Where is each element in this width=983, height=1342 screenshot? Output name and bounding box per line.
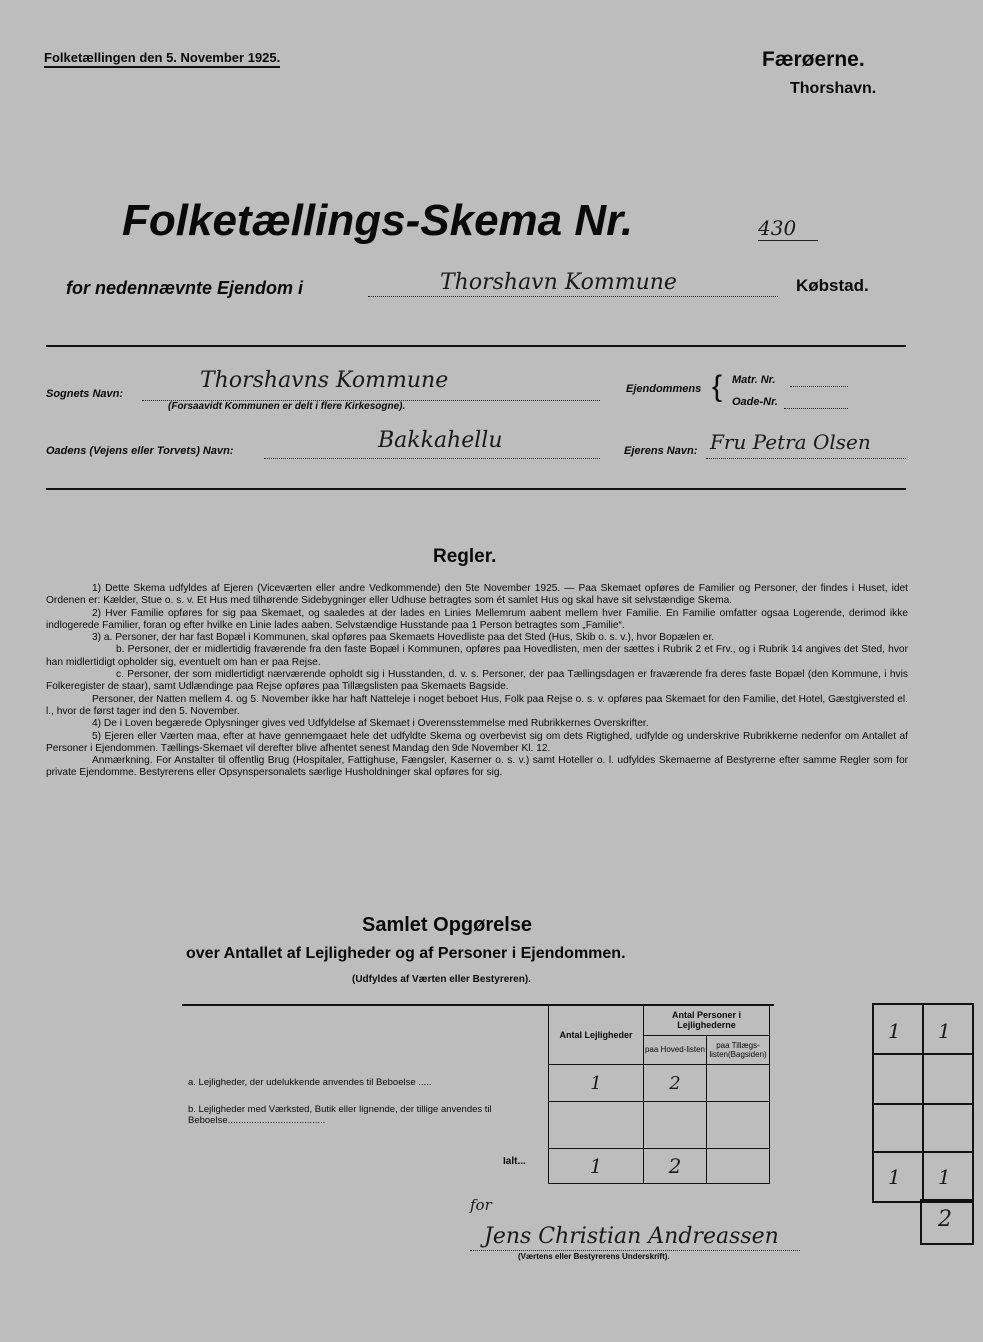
total-main[interactable]: 2	[644, 1149, 707, 1184]
property-value: Thorshavn Kommune	[440, 270, 677, 295]
owner-label: Ejerens Navn:	[624, 445, 698, 457]
property-dotline	[368, 296, 778, 297]
total-supp[interactable]	[707, 1149, 770, 1184]
signature-prefix: for	[470, 1196, 492, 1214]
side-extra-value: 2	[938, 1207, 952, 1232]
rule-night: Personer, der Natten mellem 4. og 5. November ikke har haft Natteleje i noget beboet Hus, Folk paa Rejse o. s. v. opføres paa Skemaet for den Familie, det Hotel, Gæstgiversted el. l., hvor de først tager ind den 5. November.	[46, 693, 908, 717]
matr-nr-label: Matr. Nr.	[732, 374, 776, 386]
property-id-brace: {	[712, 370, 723, 403]
property-id-label: Ejendommens	[626, 383, 702, 395]
divider-top	[46, 345, 906, 347]
summary-heading: Samlet Opgørelse	[362, 914, 533, 936]
row-b-main[interactable]	[644, 1102, 707, 1149]
parish-value: Thorshavns Kommune	[200, 368, 449, 393]
property-label: for nedennævnte Ejendom i	[66, 278, 304, 298]
side-cell-2: 1	[938, 1019, 951, 1043]
side-extra-box	[920, 1199, 974, 1245]
rule-4: 4) De i Loven begærede Oplysninger gives ved Udfyldelse af Skemaet i Overensstemmelse med Rubrikkernes Overskrifter.	[92, 718, 649, 730]
oade-nr-label: Oade-Nr.	[732, 396, 778, 408]
signature-line	[470, 1250, 800, 1251]
col-supplement-list: paa Tillægs-listen(Bagsiden)	[707, 1035, 770, 1065]
town-name: Thorshavn.	[790, 80, 877, 97]
parish-note: (Forsaavidt Kommunen er delt i flere Kirkesogne).	[168, 401, 406, 412]
row-b-apartments[interactable]	[549, 1102, 644, 1149]
row-a-main[interactable]: 2	[644, 1065, 707, 1102]
rule-5: 5) Ejeren eller Værten maa, efter at have gennemgaaet hele det udfyldte Skema og overbevist sig om dets Rigtighed, udfylde og underskrive Rubrikkerne nedenfor om Antallet af Personer i Ejendommen. Tællings-Skemaet vil derefter blive afhentet senest Mandag den 9de November Kl. 12.	[46, 730, 908, 754]
signature: Jens Christian Andreassen	[484, 1224, 779, 1249]
signature-caption: (Værtens eller Bestyrerens Underskrift).	[518, 1252, 670, 1261]
census-date-header: Folketællingen den 5. November 1925.	[44, 50, 280, 68]
total-label: Ialt...	[503, 1156, 526, 1167]
row-a-apartments[interactable]: 1	[549, 1065, 644, 1102]
summary-fill-note: (Udfyldes af Værten eller Bestyreren).	[352, 974, 531, 985]
form-number: 430	[758, 216, 818, 241]
street-label: Oadens (Vejens eller Torvets) Navn:	[46, 445, 234, 457]
col-main-list: paa Hoved-listen	[644, 1035, 707, 1065]
rule-1: 1) Dette Skema udfyldes af Ejeren (Viceværten eller andre Vedkommende) den 5te November 1925. — Paa Skemaet opføres de Familier og Personer, der findes i Huset, idet Ordenen er: Kælder, Stue o. s. v. Et Hus med tilhørende Sidebygninger eller Udhuse betragtes som ét samlet Hus og skal have sit selvstændige Skema.	[46, 583, 908, 607]
owner-value: Fru Petra Olsen	[710, 430, 871, 454]
side-cell-4: 1	[938, 1165, 951, 1189]
divider-middle	[46, 488, 906, 490]
rules-heading: Regler.	[433, 546, 497, 567]
rule-3b: b. Personer, der er midlertidig fraværende fra den faste Bopæl i Kommunen, opføres paa Hovedlisten, men der sættes i Rubrik 2 et Frv., og i Rubrik 14 angives det Sted, hvor han midlertidigt opholder sig, eventuelt om han er paa Rejse.	[46, 644, 908, 668]
street-value: Bakkahellu	[378, 428, 503, 453]
summary-subheading: over Antallet af Lejligheder og af Personer i Ejendommen.	[186, 945, 626, 962]
side-cell-3: 1	[888, 1165, 901, 1189]
rule-3a: 3) a. Personer, der har fast Bopæl i Kommunen, skal opføres paa Skemaets Hovedliste paa det Sted (Hus, Skib o. s. v.), hvor Bopælen er.	[92, 632, 715, 644]
oade-nr-line	[784, 408, 848, 409]
row-a-supp[interactable]	[707, 1065, 770, 1102]
street-dotline	[264, 458, 600, 459]
region-name: Færøerne.	[762, 48, 865, 71]
row-a-label: a. Lejligheder, der udelukkende anvendes til Beboelse .....	[188, 1077, 432, 1088]
summary-table	[548, 1005, 770, 1184]
rule-3c: c. Personer, der som midlertidigt nærværende opholdt sig i Husstanden, d. v. s. Personer, der paa Tællingsdagen er fraværende fra deres faste Bopæl (den Kommune, i hvis Folkeregister de staar), samt Udlændinge paa Rejse opføres paa Tillægslisten paa Skemaets Bagside.	[46, 669, 908, 693]
col-apartments: Antal Lejligheder	[549, 1006, 644, 1065]
side-cell-1: 1	[888, 1019, 901, 1043]
row-b-supp[interactable]	[707, 1102, 770, 1149]
row-b-label: b. Lejligheder med Værksted, Butik eller lignende, der tillige anvendes til Beboelse.....................................	[188, 1104, 492, 1126]
rule-note: Anmærkning. For Anstalter til offentlig Brug (Hospitaler, Fattighuse, Fængsler, Kaserner o. s. v.) samt Hoteller o. l. udfyldes Skemaerne af Bestyrerne efter samme Regler som for private Ejendomme. Bestyrerens eller Opsynspersonalets særlige Husholdninger skal opføres for sig.	[46, 755, 908, 779]
rule-2: 2) Hver Familie opføres for sig paa Skemaet, og saaledes at der lades en Linies Mellemrum aabent mellem hver Familie. En Familie omfatter ogsaa Logerende, derimod ikke indlogerede Familier, foran og efter hvilke en Linie lades aaben. Selvstændige Husstande paa 1 Person betragtes som „Familie“.	[46, 607, 908, 631]
matr-nr-line	[790, 386, 848, 387]
total-apartments[interactable]: 1	[549, 1149, 644, 1184]
owner-dotline	[706, 458, 906, 459]
col-persons: Antal Personer i Lejlighederne	[644, 1006, 770, 1036]
rules-text	[46, 583, 908, 780]
kobstad-label: Købstad.	[796, 276, 869, 295]
form-title: Folketællings-Skema Nr.	[122, 196, 634, 245]
side-grid	[872, 1003, 974, 1203]
parish-label: Sognets Navn:	[46, 388, 124, 400]
